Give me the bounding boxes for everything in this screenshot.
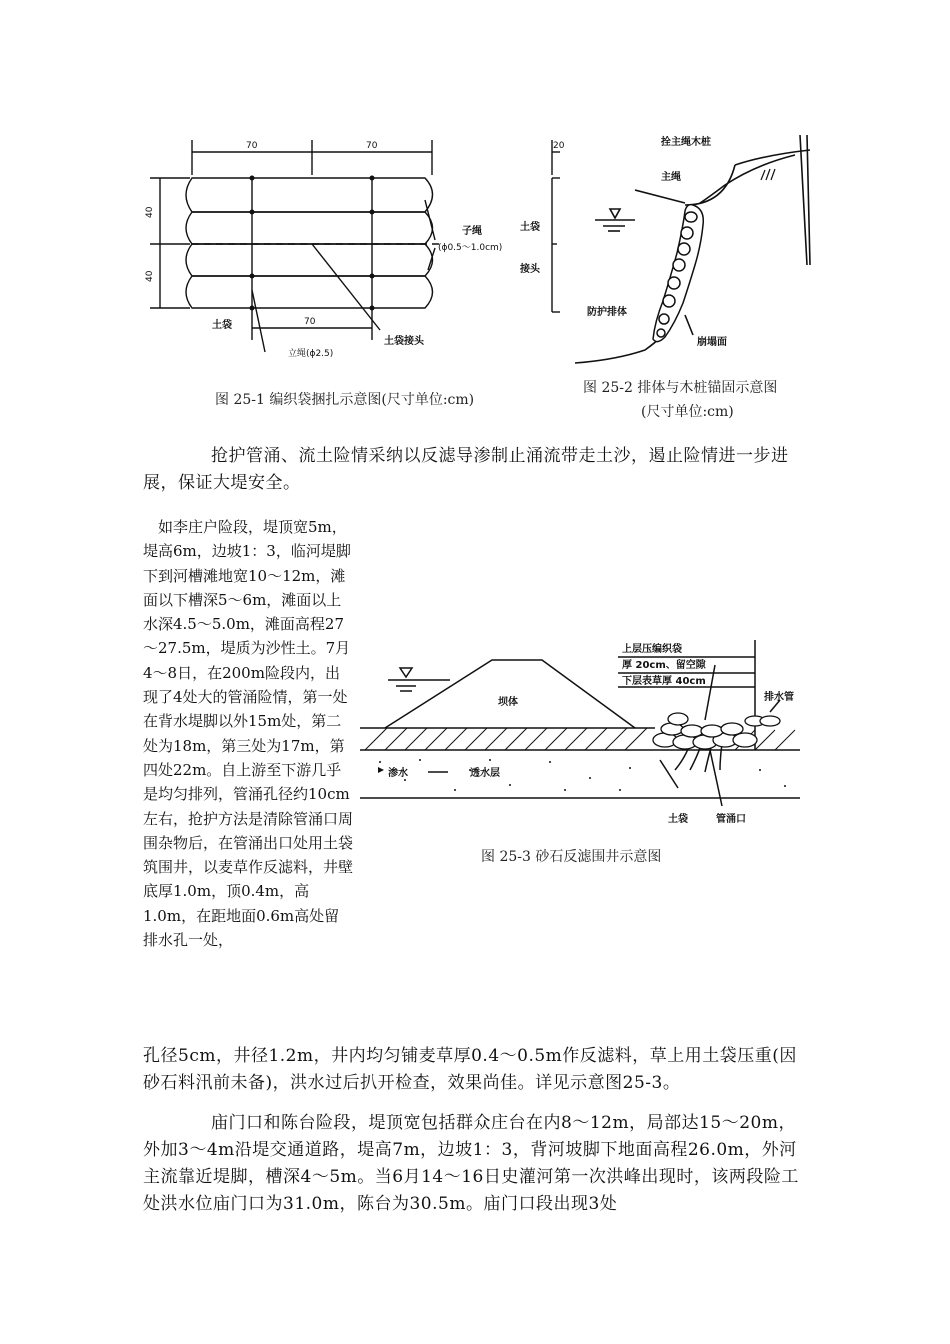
fig1b-label-jietou: 接头 [520, 264, 540, 275]
fig1-dim-top-1: 70 [246, 141, 258, 151]
fig3-label-shenshui: 渗水 [388, 768, 408, 779]
fig1b-dim-top: 20 [553, 141, 565, 151]
fig1-label-zisheng-size: (ϕ0.5～1.0cm) [438, 243, 503, 253]
figure-25-1-caption: 图 25-1 编织袋捆扎示意图(尺寸单位:cm) [215, 392, 475, 408]
fig1-label-zisheng: 子绳 [462, 226, 482, 237]
fig3-label-bati: 坝体 [498, 697, 518, 708]
fig3-label-top2: 厚 20cm、留空隙 [622, 660, 706, 671]
fig2-label-paiti: 防护排体 [587, 307, 627, 318]
paragraph-3: 庙门口和陈台险段，堤顶宽包括群众庄台在内8～12m，局部达15～20m，外加3～4m沿堤交通道路，堤高7m，边坡1：3，背河坡脚下地面高程26.0m，外河主流靠近堤脚，槽深4～5m。当6月14～16日史灌河第一次洪峰出现时，该两段险工处洪水位庙门口为31.0m，陈台为30.5m。庙门口段出现3处 [143, 1113, 799, 1214]
paragraph-2: 孔径5cm，井径1.2m，井内均匀铺麦草厚0.4～0.5m作反滤料，草上用土袋压重(因砂石料汛前未备)，洪水过后扒开检查，效果尚佳。详见示意图25-3。 [143, 1046, 797, 1093]
fig1-dim-top-2: 70 [366, 141, 378, 151]
fig1-label-tudaijietou: 土袋接头 [384, 336, 424, 347]
side-text [143, 515, 353, 952]
fig1-label-tudai: 土袋 [212, 320, 232, 331]
fig3-label-top1: 上层压编织袋 [622, 644, 682, 655]
fig2-label-bengta: 崩塌面 [697, 337, 727, 348]
fig1-dim-bottom: 70 [304, 317, 316, 327]
fig1b-label-tudai: 土袋 [520, 222, 540, 233]
fig2-label-muzhuang: 拴主绳木桩 [661, 137, 711, 148]
fig3-label-top3: 下层表草厚 40cm [622, 676, 706, 687]
figure-25-2-caption-2: (尺寸单位:cm) [641, 404, 734, 420]
fig3-label-guanyongkou: 管涌口 [716, 814, 746, 825]
figure-25-1 [140, 130, 565, 375]
side-text-body: 如李庄户险段，堤顶宽5m，堤高6m，边坡1：3，临河堤脚下到河槽滩地宽10～12m，滩面以下槽深5～6m，滩面以上水深4.5～5.0m，滩面高程27～27.5m，堤质为沙性土。7月4～8日，在200m险段内，出现了4处大的管涌险情，第一处在背水堤脚以外15m处，第二处为18m，第三处为17m，第四处22m。自上游至下游几乎是均匀排列，管涌孔径约10cm左右，抢护方法是清除管涌口周围杂物后，在管涌出口处用土袋筑围井，以麦草作反滤料，井壁底厚1.0m，顶0.4m，高1.0m，在距地面0.6m高处留排水孔一处， [143, 518, 354, 950]
figure-25-3-caption: 图 25-3 砂石反滤围井示意图 [481, 849, 662, 865]
figure-25-2 [575, 125, 810, 370]
paragraph-1: 抢护管涌、流土险情采纳以反滤导渗制止涌流带走土沙，遏止险情进一步进展，保证大堤安全。 [143, 446, 789, 493]
fig3-label-toushuiceng: 透水层 [470, 768, 500, 779]
fig1-label-lisheng: 立绳(ϕ2.5) [288, 349, 334, 359]
figure-25-3 [360, 610, 810, 835]
fig3-label-tudai: 土袋 [668, 814, 688, 825]
fig3-label-paishuiguan: 排水管 [764, 692, 794, 703]
fig1-dim-left-2: 40 [145, 270, 155, 282]
fig1-dim-left-1: 40 [145, 206, 155, 218]
figure-25-2-caption-1: 图 25-2 排体与木桩锚固示意图 [583, 380, 778, 396]
fig2-label-zhusheng: 主绳 [661, 172, 681, 183]
